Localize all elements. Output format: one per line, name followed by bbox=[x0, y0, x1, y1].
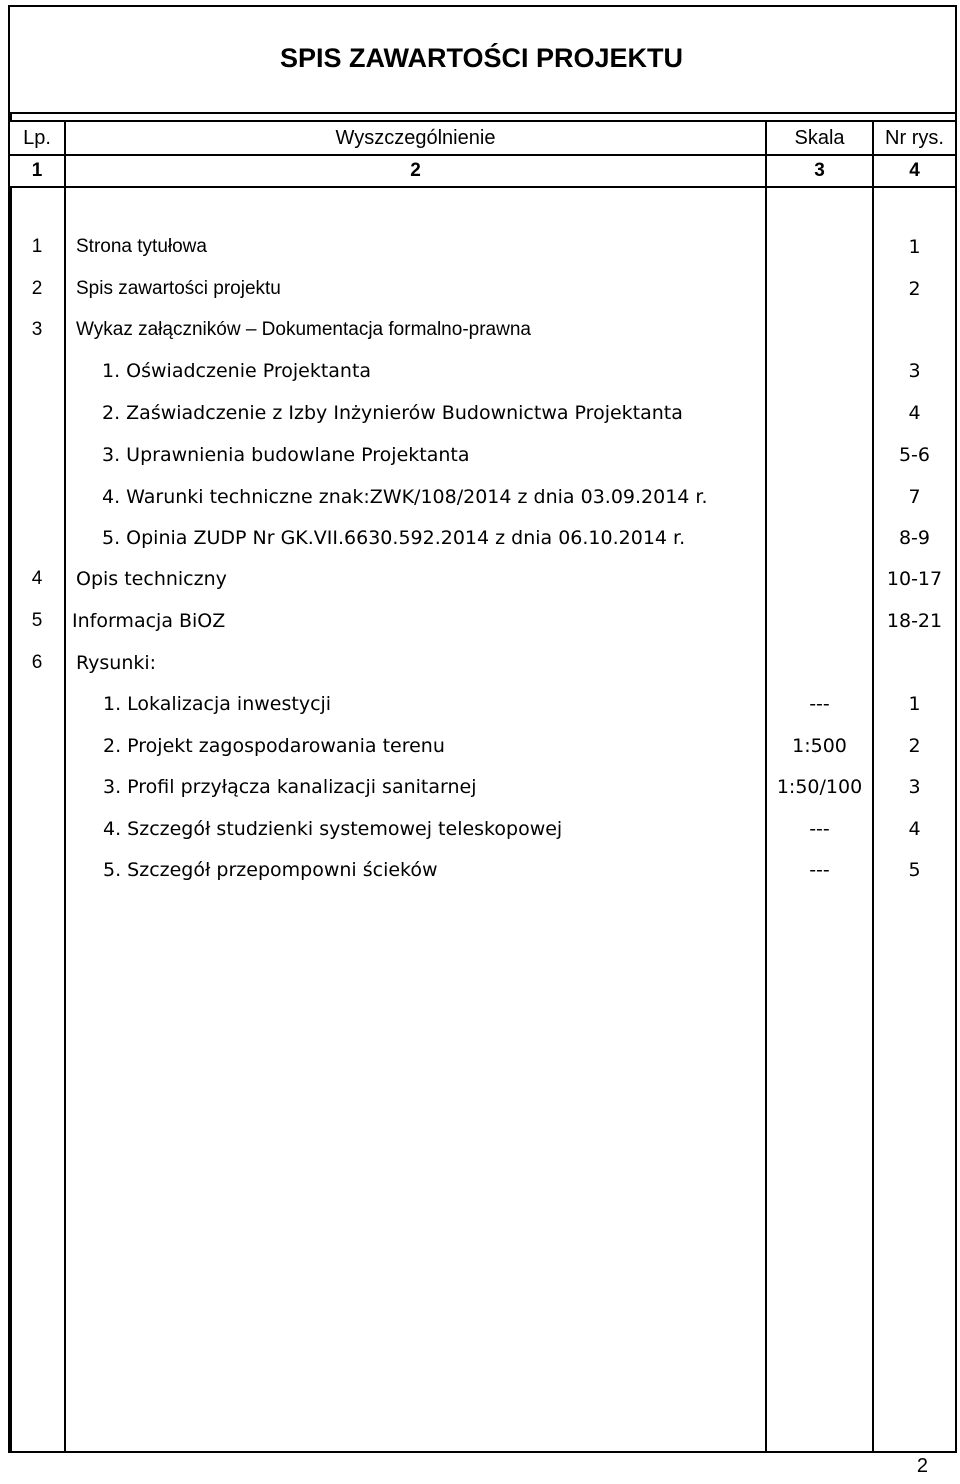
row-description: 1. Lokalizacja inwestycji bbox=[103, 693, 332, 715]
row-drawing-no: 3 bbox=[908, 776, 921, 798]
row-scale: --- bbox=[809, 818, 830, 840]
column-number-3: 3 bbox=[814, 160, 825, 181]
column-number-1: 1 bbox=[31, 160, 43, 181]
document-title: SPIS ZAWARTOŚCI PROJEKTU bbox=[279, 43, 684, 73]
row-drawing-no: 7 bbox=[908, 486, 921, 508]
row-lp: 3 bbox=[31, 319, 43, 340]
row-drawing-no: 4 bbox=[908, 818, 921, 840]
page-number: 2 bbox=[916, 1455, 928, 1477]
row-drawing-no: 1 bbox=[908, 236, 921, 258]
row-scale: 1:500 bbox=[792, 735, 847, 757]
header-lp: Lp. bbox=[23, 127, 51, 149]
row-description: 4. Warunki techniczne znak:ZWK/108/2014 z dnia 03.09.2014 r. bbox=[102, 486, 708, 508]
row-drawing-no: 18-21 bbox=[886, 610, 943, 632]
row-drawing-no: 3 bbox=[908, 360, 921, 382]
row-drawing-no: 5-6 bbox=[898, 444, 931, 466]
header-drawing-no: Nr rys. bbox=[885, 127, 944, 149]
row-drawing-no: 4 bbox=[908, 402, 921, 424]
row-drawing-no: 1 bbox=[908, 693, 921, 715]
row-description: 3. Uprawnienia budowlane Projektanta bbox=[102, 444, 470, 466]
row-description: 5. Szczegół przepompowni ścieków bbox=[103, 859, 438, 881]
row-description: Opis techniczny bbox=[76, 568, 227, 590]
row-lp: 1 bbox=[31, 236, 43, 257]
row-drawing-no: 2 bbox=[908, 278, 921, 300]
row-scale: --- bbox=[809, 859, 830, 881]
row-drawing-no: 2 bbox=[908, 735, 921, 757]
row-description: Rysunki: bbox=[76, 652, 157, 674]
row-scale: 1:50/100 bbox=[776, 776, 863, 798]
row-description: Strona tytułowa bbox=[76, 236, 207, 257]
row-drawing-no: 5 bbox=[908, 859, 921, 881]
column-number-4: 4 bbox=[909, 160, 920, 181]
row-description: Spis zawartości projektu bbox=[76, 278, 281, 299]
row-description: 2. Projekt zagospodarowania terenu bbox=[103, 735, 445, 757]
row-description: 2. Zaświadczenie z Izby Inżynierów Budownictwa Projektanta bbox=[102, 402, 683, 424]
row-description: Informacja BiOZ bbox=[72, 610, 226, 632]
row-lp: 4 bbox=[31, 568, 43, 589]
header-scale: Skala bbox=[794, 127, 845, 149]
column-number-2: 2 bbox=[410, 160, 421, 181]
row-lp: 6 bbox=[31, 652, 43, 673]
row-description: 5. Opinia ZUDP Nr GK.VII.6630.592.2014 z dnia 06.10.2014 r. bbox=[102, 527, 686, 549]
header-description: Wyszczególnienie bbox=[335, 127, 496, 149]
row-scale: --- bbox=[809, 693, 830, 715]
row-description: 1. Oświadczenie Projektanta bbox=[102, 360, 372, 382]
row-drawing-no: 8-9 bbox=[898, 527, 931, 549]
row-description: 3. Profil przyłącza kanalizacji sanitarnej bbox=[103, 776, 477, 798]
row-description: 4. Szczegół studzienki systemowej teleskopowej bbox=[103, 818, 563, 840]
row-drawing-no: 10-17 bbox=[886, 568, 943, 590]
row-description: Wykaz załączników – Dokumentacja formalno-prawna bbox=[76, 319, 531, 340]
row-lp: 5 bbox=[31, 610, 43, 631]
row-lp: 2 bbox=[31, 278, 43, 299]
